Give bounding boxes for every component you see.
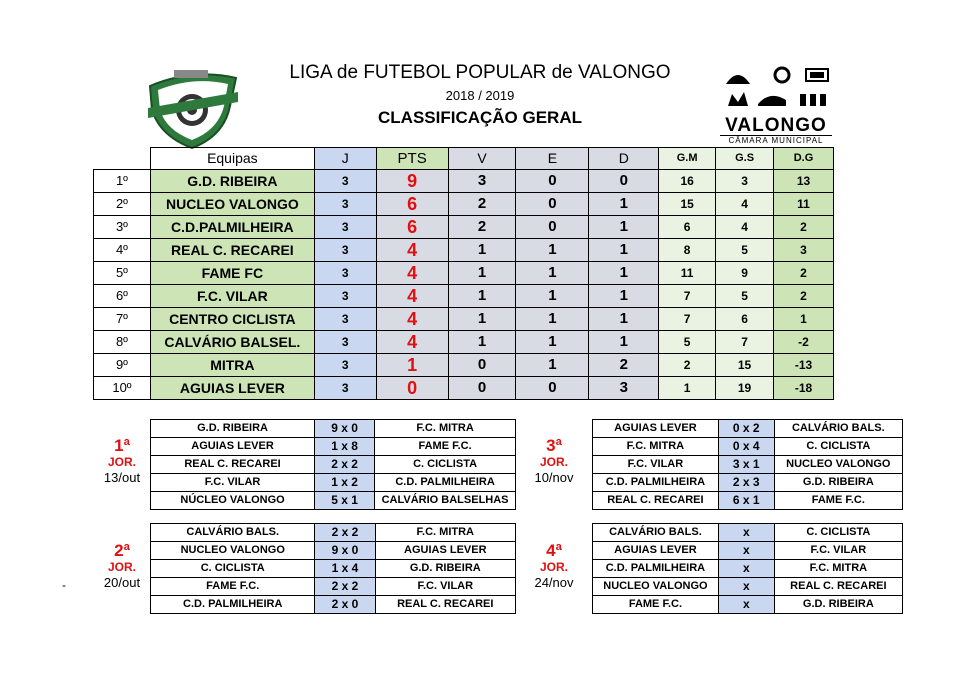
games-played-cell: 3 xyxy=(314,193,376,216)
goals-against-cell: 5 xyxy=(716,239,774,262)
goals-against-cell: 15 xyxy=(716,354,774,377)
round-2-jor: JOR. xyxy=(107,560,136,574)
home-team-cell: AGUIAS LEVER xyxy=(593,542,719,560)
round-3-table xyxy=(592,419,903,510)
fixture-row xyxy=(593,524,903,542)
points-cell: 9 xyxy=(376,170,448,193)
standings-row xyxy=(94,193,834,216)
goal-difference-cell: 11 xyxy=(774,193,834,216)
wins-cell: 2 xyxy=(448,193,516,216)
fixture-row xyxy=(151,542,516,560)
goals-against-cell: 4 xyxy=(716,193,774,216)
header-gm: G.M xyxy=(659,148,716,170)
away-team-cell: F.C. MITRA xyxy=(774,560,902,578)
wins-cell: 2 xyxy=(448,216,516,239)
round-1-number: 1ª xyxy=(114,436,130,455)
score-cell: 5 x 1 xyxy=(315,492,375,510)
round-3-jor: JOR. xyxy=(539,455,568,469)
goals-for-cell: 8 xyxy=(659,239,716,262)
losses-cell: 1 xyxy=(589,285,659,308)
header-gs: G.S xyxy=(716,148,774,170)
team-name-cell: G.D. RIBEIRA xyxy=(150,170,314,193)
score-cell: 0 x 2 xyxy=(718,420,774,438)
standings-row xyxy=(94,308,834,331)
away-team-cell: FAME F.C. xyxy=(375,438,516,456)
round-3-label xyxy=(519,437,589,486)
rank-cell: 10º xyxy=(94,377,151,400)
header-equipas: Equipas xyxy=(150,148,314,170)
fixture-row xyxy=(593,474,903,492)
wins-cell: 1 xyxy=(448,308,516,331)
draws-cell: 0 xyxy=(516,216,589,239)
home-team-cell: F.C. VILAR xyxy=(151,474,315,492)
draws-cell: 1 xyxy=(516,262,589,285)
away-team-cell: F.C. MITRA xyxy=(375,420,516,438)
round-4-table xyxy=(592,523,903,614)
score-cell: 1 x 2 xyxy=(315,474,375,492)
away-team-cell: C. CICLISTA xyxy=(375,456,516,474)
standings-row xyxy=(94,331,834,354)
score-cell: 2 x 2 xyxy=(315,578,375,596)
points-cell: 1 xyxy=(376,354,448,377)
council-logo xyxy=(720,66,832,145)
header-j: J xyxy=(314,148,376,170)
round-1-jor: JOR. xyxy=(107,455,136,469)
team-name-cell: NUCLEO VALONGO xyxy=(150,193,314,216)
games-played-cell: 3 xyxy=(314,331,376,354)
games-played-cell: 3 xyxy=(314,239,376,262)
goal-difference-cell: -18 xyxy=(774,377,834,400)
round-4-number: 4ª xyxy=(546,541,562,560)
away-team-cell: FAME F.C. xyxy=(774,492,902,510)
home-team-cell: C. CICLISTA xyxy=(151,560,315,578)
home-team-cell: CALVÁRIO BALS. xyxy=(151,524,315,542)
games-played-cell: 3 xyxy=(314,354,376,377)
score-cell: 2 x 0 xyxy=(315,596,375,614)
goals-for-cell: 15 xyxy=(659,193,716,216)
score-cell: 2 x 2 xyxy=(315,524,375,542)
team-name-cell: F.C. VILAR xyxy=(150,285,314,308)
score-cell: 1 x 4 xyxy=(315,560,375,578)
standings-row xyxy=(94,285,834,308)
home-team-cell: F.C. VILAR xyxy=(593,456,719,474)
goals-against-cell: 19 xyxy=(716,377,774,400)
standings-table xyxy=(93,147,834,400)
losses-cell: 1 xyxy=(589,239,659,262)
council-symbols-icon xyxy=(720,66,832,112)
away-team-cell: G.D. RIBEIRA xyxy=(375,560,515,578)
home-team-cell: C.D. PALMILHEIRA xyxy=(593,474,719,492)
home-team-cell: CALVÁRIO BALS. xyxy=(593,524,719,542)
round-3-date: 10/nov xyxy=(534,470,574,485)
score-cell: x xyxy=(718,596,774,614)
fixture-row xyxy=(151,456,516,474)
goal-difference-cell: -2 xyxy=(774,331,834,354)
header-d: D xyxy=(589,148,659,170)
wins-cell: 1 xyxy=(448,331,516,354)
points-cell: 4 xyxy=(376,239,448,262)
team-name-cell: MITRA xyxy=(150,354,314,377)
losses-cell: 1 xyxy=(589,262,659,285)
round-2-number: 2ª xyxy=(114,541,130,560)
losses-cell: 1 xyxy=(589,331,659,354)
round-2-label xyxy=(87,542,157,591)
home-team-cell: AGUIAS LEVER xyxy=(593,420,719,438)
score-cell: 9 x 0 xyxy=(315,542,375,560)
rank-cell: 3º xyxy=(94,216,151,239)
fixture-row xyxy=(593,542,903,560)
away-team-cell: NUCLEO VALONGO xyxy=(774,456,902,474)
council-subtitle: CÂMARA MUNICIPAL xyxy=(720,135,832,146)
away-team-cell: AGUIAS LEVER xyxy=(375,542,515,560)
away-team-cell: C. CICLISTA xyxy=(774,524,902,542)
header-e: E xyxy=(516,148,589,170)
draws-cell: 1 xyxy=(516,354,589,377)
team-name-cell: AGUIAS LEVER xyxy=(150,377,314,400)
score-cell: 3 x 1 xyxy=(718,456,774,474)
away-team-cell: F.C. VILAR xyxy=(375,578,515,596)
away-team-cell: C.D. PALMILHEIRA xyxy=(375,474,516,492)
goal-difference-cell: 3 xyxy=(774,239,834,262)
standings-row xyxy=(94,216,834,239)
away-team-cell: REAL C. RECAREI xyxy=(774,578,902,596)
losses-cell: 1 xyxy=(589,216,659,239)
standings-row xyxy=(94,262,834,285)
draws-cell: 0 xyxy=(516,377,589,400)
goals-for-cell: 11 xyxy=(659,262,716,285)
goals-for-cell: 5 xyxy=(659,331,716,354)
points-cell: 4 xyxy=(376,285,448,308)
round-2-date: 20/out xyxy=(103,575,141,590)
away-team-cell: CALVÁRIO BALS. xyxy=(774,420,902,438)
draws-cell: 1 xyxy=(516,239,589,262)
home-team-cell: NÚCLEO VALONGO xyxy=(151,492,315,510)
league-title: LIGA de FUTEBOL POPULAR de VALONGO xyxy=(289,62,671,83)
games-played-cell: 3 xyxy=(314,262,376,285)
draws-cell: 1 xyxy=(516,308,589,331)
points-cell: 6 xyxy=(376,193,448,216)
stray-mark: - xyxy=(62,578,66,592)
header-dg: D.G xyxy=(774,148,834,170)
draws-cell: 1 xyxy=(516,331,589,354)
team-name-cell: CENTRO CICLISTA xyxy=(150,308,314,331)
rank-cell: 4º xyxy=(94,239,151,262)
draws-cell: 0 xyxy=(516,170,589,193)
score-cell: x xyxy=(718,560,774,578)
away-team-cell: C. CICLISTA xyxy=(774,438,902,456)
round-2-table xyxy=(150,523,516,614)
round-4-label xyxy=(519,542,589,591)
round-1-table xyxy=(150,419,516,510)
goal-difference-cell: 1 xyxy=(774,308,834,331)
team-name-cell: C.D.PALMILHEIRA xyxy=(150,216,314,239)
home-team-cell: REAL C. RECAREI xyxy=(151,456,315,474)
goal-difference-cell: -13 xyxy=(774,354,834,377)
round-4-jor: JOR. xyxy=(539,560,568,574)
header-v: V xyxy=(448,148,516,170)
rank-cell: 1º xyxy=(94,170,151,193)
goals-for-cell: 6 xyxy=(659,216,716,239)
away-team-cell: REAL C. RECAREI xyxy=(375,596,515,614)
fixture-row xyxy=(151,420,516,438)
losses-cell: 1 xyxy=(589,193,659,216)
fixture-row xyxy=(593,596,903,614)
fixture-row xyxy=(151,596,516,614)
away-team-cell: G.D. RIBEIRA xyxy=(774,596,902,614)
standings-row xyxy=(94,354,834,377)
fixture-row xyxy=(593,560,903,578)
goal-difference-cell: 2 xyxy=(774,262,834,285)
goals-against-cell: 6 xyxy=(716,308,774,331)
rank-cell: 5º xyxy=(94,262,151,285)
wins-cell: 1 xyxy=(448,262,516,285)
games-played-cell: 3 xyxy=(314,216,376,239)
fixture-row xyxy=(593,578,903,596)
games-played-cell: 3 xyxy=(314,170,376,193)
fixture-row xyxy=(151,578,516,596)
team-name-cell: REAL C. RECAREI xyxy=(150,239,314,262)
home-team-cell: C.D. PALMILHEIRA xyxy=(593,560,719,578)
score-cell: x xyxy=(718,542,774,560)
home-team-cell: F.C. MITRA xyxy=(593,438,719,456)
points-cell: 4 xyxy=(376,262,448,285)
standings-row xyxy=(94,170,834,193)
score-cell: 1 x 8 xyxy=(315,438,375,456)
wins-cell: 3 xyxy=(448,170,516,193)
home-team-cell: NUCLEO VALONGO xyxy=(593,578,719,596)
home-team-cell: FAME F.C. xyxy=(593,596,719,614)
round-3-number: 3ª xyxy=(546,436,562,455)
home-team-cell: REAL C. RECAREI xyxy=(593,492,719,510)
goals-for-cell: 7 xyxy=(659,285,716,308)
wins-cell: 0 xyxy=(448,354,516,377)
goal-difference-cell: 2 xyxy=(774,216,834,239)
fixture-row xyxy=(593,492,903,510)
round-1-label xyxy=(87,437,157,486)
fixture-row xyxy=(151,524,516,542)
goals-against-cell: 3 xyxy=(716,170,774,193)
losses-cell: 3 xyxy=(589,377,659,400)
rank-cell: 8º xyxy=(94,331,151,354)
fixture-row xyxy=(151,438,516,456)
rank-cell: 6º xyxy=(94,285,151,308)
standings-row xyxy=(94,377,834,400)
games-played-cell: 3 xyxy=(314,285,376,308)
away-team-cell: F.C. VILAR xyxy=(774,542,902,560)
fixture-row xyxy=(593,420,903,438)
home-team-cell: NUCLEO VALONGO xyxy=(151,542,315,560)
header-pts: PTS xyxy=(376,148,448,170)
goals-against-cell: 7 xyxy=(716,331,774,354)
rank-cell: 9º xyxy=(94,354,151,377)
standings-header-row xyxy=(94,148,834,170)
goals-for-cell: 2 xyxy=(659,354,716,377)
score-cell: 9 x 0 xyxy=(315,420,375,438)
standings-row xyxy=(94,239,834,262)
rank-cell: 7º xyxy=(94,308,151,331)
wins-cell: 1 xyxy=(448,285,516,308)
away-team-cell: F.C. MITRA xyxy=(375,524,515,542)
rank-cell: 2º xyxy=(94,193,151,216)
team-name-cell: FAME FC xyxy=(150,262,314,285)
points-cell: 4 xyxy=(376,331,448,354)
wins-cell: 1 xyxy=(448,239,516,262)
losses-cell: 0 xyxy=(589,170,659,193)
standings-subtitle: CLASSIFICAÇÃO GERAL xyxy=(378,108,582,127)
score-cell: 2 x 3 xyxy=(718,474,774,492)
score-cell: x xyxy=(718,524,774,542)
goals-against-cell: 4 xyxy=(716,216,774,239)
score-cell: 6 x 1 xyxy=(718,492,774,510)
fixture-row xyxy=(151,560,516,578)
goals-for-cell: 1 xyxy=(659,377,716,400)
goals-for-cell: 7 xyxy=(659,308,716,331)
council-name: VALONGO xyxy=(725,115,827,136)
losses-cell: 1 xyxy=(589,308,659,331)
games-played-cell: 3 xyxy=(314,377,376,400)
points-cell: 6 xyxy=(376,216,448,239)
goals-against-cell: 9 xyxy=(716,262,774,285)
losses-cell: 2 xyxy=(589,354,659,377)
score-cell: 2 x 2 xyxy=(315,456,375,474)
draws-cell: 1 xyxy=(516,285,589,308)
season-label: 2018 / 2019 xyxy=(445,88,515,103)
fixture-row xyxy=(593,438,903,456)
home-team-cell: AGUIAS LEVER xyxy=(151,438,315,456)
games-played-cell: 3 xyxy=(314,308,376,331)
round-4-date: 24/nov xyxy=(534,575,574,590)
fixture-row xyxy=(151,492,516,510)
points-cell: 0 xyxy=(376,377,448,400)
goal-difference-cell: 13 xyxy=(774,170,834,193)
fixture-row xyxy=(593,456,903,474)
score-cell: x xyxy=(718,578,774,596)
fixture-row xyxy=(151,474,516,492)
team-name-cell: CALVÁRIO BALSEL. xyxy=(150,331,314,354)
away-team-cell: G.D. RIBEIRA xyxy=(774,474,902,492)
away-team-cell: CALVÁRIO BALSELHAS xyxy=(375,492,516,510)
home-team-cell: G.D. RIBEIRA xyxy=(151,420,315,438)
points-cell: 4 xyxy=(376,308,448,331)
score-cell: 0 x 4 xyxy=(718,438,774,456)
home-team-cell: FAME F.C. xyxy=(151,578,315,596)
goals-against-cell: 5 xyxy=(716,285,774,308)
draws-cell: 0 xyxy=(516,193,589,216)
round-1-date: 13/out xyxy=(103,470,141,485)
goal-difference-cell: 2 xyxy=(774,285,834,308)
wins-cell: 0 xyxy=(448,377,516,400)
goals-for-cell: 16 xyxy=(659,170,716,193)
home-team-cell: C.D. PALMILHEIRA xyxy=(151,596,315,614)
